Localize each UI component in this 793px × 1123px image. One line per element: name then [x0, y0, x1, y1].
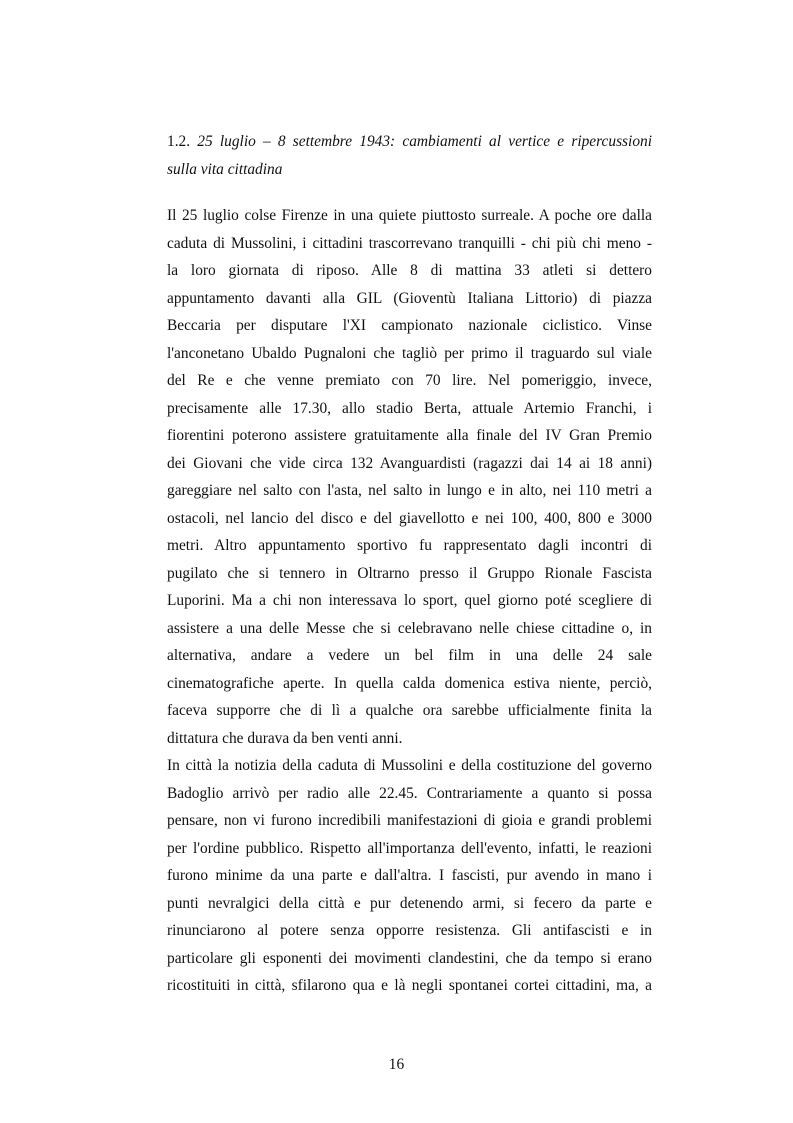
paragraph-line: del Re e che venne premiato con 70 lire. Nel pomeriggio, invece,	[167, 372, 652, 389]
paragraph-line: per l'ordine pubblico. Rispetto all'importanza dell'evento, infatti, le reazioni	[167, 839, 652, 857]
heading-title-part-1: 25 luglio – 8 settembre 1943: cambiamenti al vertice e ripercussioni	[197, 133, 652, 150]
paragraph-2	[167, 752, 652, 1000]
paragraph-line: faceva supporre che di lì a qualche ora sarebbe ufficialmente finita la	[167, 702, 652, 719]
text-block	[167, 128, 652, 1000]
paragraph-line: Badoglio arrivò per radio alle 22.45. Contrariamente a quanto si possa	[167, 784, 652, 802]
heading-title-part-2: sulla vita cittadina	[167, 160, 283, 178]
paragraph-line: alternativa, andare a vedere un bel film in una delle 24 sale	[167, 647, 652, 664]
paragraph-line: assistere a una delle Messe che si celebravano nelle chiese cittadine o, in	[167, 619, 652, 637]
paragraph-line: cinematografiche aperte. In quella calda domenica estiva niente, perciò,	[167, 674, 652, 692]
paragraph-line: punti nevralgici della città e pur detenendo armi, si fecero da parte e	[167, 894, 652, 912]
paragraph-line: rinunciarono al potere senza opporre resistenza. Gli antifascisti e in	[167, 922, 652, 939]
heading-line-1	[167, 128, 652, 156]
paragraph-line: Il 25 luglio colse Firenze in una quiete piuttosto surreale. A poche ore dalla	[167, 207, 652, 224]
paragraph-line: ricostituiti in città, sfilarono qua e là negli spontanei cortei cittadini, ma, a	[167, 977, 652, 994]
paragraph-line: ostacoli, nel lancio del disco e del giavellotto e nei 100, 400, 800 e 3000	[167, 509, 652, 527]
paragraph-line: dittatura che durava da ben venti anni.	[167, 729, 403, 747]
paragraph-1	[167, 202, 652, 752]
paragraph-line: Beccaria per disputare l'XI campionato nazionale ciclistico. Vinse	[167, 317, 652, 334]
paragraph-line: la loro giornata di riposo. Alle 8 di mattina 33 atleti si dettero	[167, 262, 652, 279]
paragraph-line: l'anconetano Ubaldo Pugnaloni che tagliò per primo il traguardo sul viale	[167, 344, 652, 362]
paragraph-line: In città la notizia della caduta di Mussolini e della costituzione del governo	[167, 757, 652, 774]
section-heading	[167, 128, 652, 183]
paragraph-line: precisamente alle 17.30, allo stadio Berta, attuale Artemio Franchi, i	[167, 399, 652, 417]
page-number: 16	[388, 1056, 405, 1073]
paragraph-line: Luporini. Ma a chi non interessava lo sport, quel giorno poté scegliere di	[167, 592, 652, 609]
paragraph-line: furono minime da una parte e dall'altra. I fascisti, pur avendo in mano i	[167, 867, 652, 884]
paragraph-line: appuntamento davanti alla GIL (Gioventù Italiana Littorio) di piazza	[167, 289, 652, 307]
paragraph-line: pugilato che si tennero in Oltrarno presso il Gruppo Rionale Fascista	[167, 564, 652, 582]
paragraph-line: metri. Altro appuntamento sportivo fu rappresentato dagli incontri di	[167, 537, 652, 554]
paragraph-line: dei Giovani che vide circa 132 Avanguardisti (ragazzi dai 14 ai 18 anni)	[167, 454, 652, 472]
paragraph-line: gareggiare nel salto con l'asta, nel salto in lungo e in alto, nei 110 metri a	[167, 482, 652, 499]
paragraph-line: pensare, non vi furono incredibili manifestazioni di gioia e grandi problemi	[167, 812, 652, 829]
paragraph-line: particolare gli esponenti dei movimenti clandestini, che da tempo si erano	[167, 949, 652, 967]
paragraph-line: caduta di Mussolini, i cittadini trascorrevano tranquilli - chi più chi meno -	[167, 234, 652, 252]
paragraph-line: fiorentini poterono assistere gratuitamente alla finale del IV Gran Premio	[167, 427, 652, 444]
heading-number: 1.2.	[167, 133, 191, 150]
